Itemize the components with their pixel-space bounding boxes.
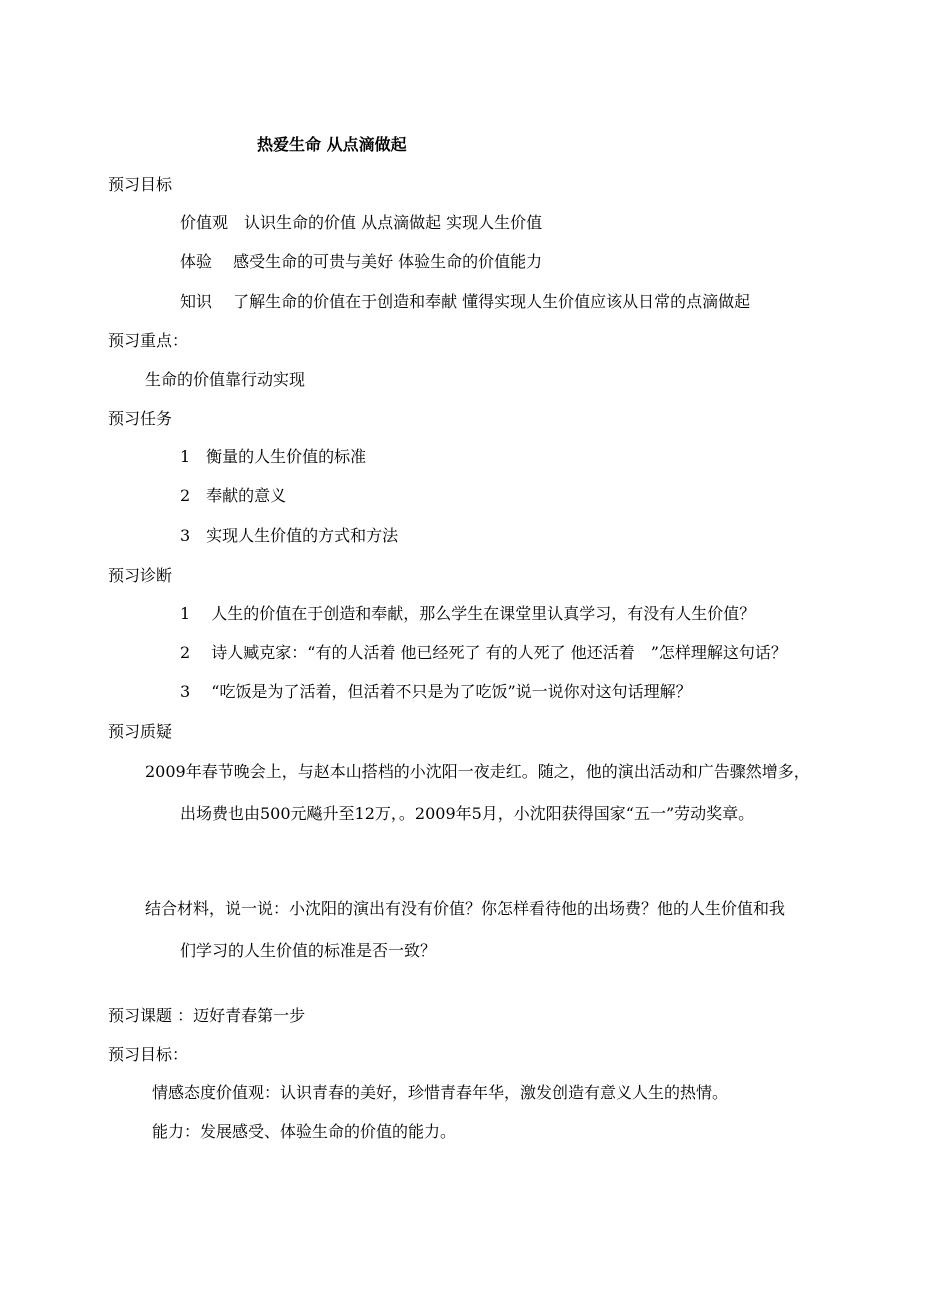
prompt-line-2: 们学习的人生价值的标准是否一致？ <box>180 941 437 960</box>
diagnosis-item-2: 2 诗人臧克家：“有的人活着 他已经死了 有的人死了 他还活着 ”怎样理解这句话？ <box>180 643 787 662</box>
diagnosis-item-3: 3 “吃饭是为了活着，但活着不只是为了吃饭”说一说你对这句话理解？ <box>180 682 692 701</box>
material-line-2: 出场费也由500元飚升至12万，。2009年5月，小沈阳获得国家“五一”劳动奖章。 <box>180 804 755 823</box>
diagnosis-heading: 预习诊断 <box>108 566 173 585</box>
goal-item-ability: 能力：发展感受、体验生命的价值的能力。 <box>152 1122 457 1141</box>
question-heading: 预习质疑 <box>108 722 173 741</box>
task-item-1: 1 衡量的人生价值的标准 <box>180 447 367 466</box>
prompt-line-1: 结合材料，说一说：小沈阳的演出有没有价值？你怎样看待他的出场费？他的人生价值和我 <box>145 899 786 918</box>
task-item-3: 3 实现人生价值的方式和方法 <box>180 526 399 545</box>
diagnosis-item-1: 1 人生的价值在于创造和奉献，那么学生在课堂里认真学习，有没有人生价值？ <box>180 604 756 623</box>
page-title: 热爱生命 从点滴做起 <box>257 135 407 154</box>
topic-heading: 预习课题 ：迈好青春第一步 <box>108 1006 306 1025</box>
material-line-1: 2009年春节晚会上，与赵本山搭档的小沈阳一夜走红。随之，他的演出活动和广告骤然增多， <box>145 762 810 781</box>
focus-heading: 预习重点： <box>108 331 189 350</box>
goals-heading-2: 预习目标： <box>108 1045 189 1064</box>
goal-item-knowledge: 知识 了解生命的价值在于创造和奉献 懂得实现人生价值应该从日常的点滴做起 <box>180 292 751 311</box>
focus-text: 生命的价值靠行动实现 <box>145 370 306 389</box>
goal-item-attitude: 情感态度价值观：认识青春的美好，珍惜青春年华，激发创造有意义人生的热情。 <box>152 1083 729 1102</box>
task-item-2: 2 奉献的意义 <box>180 486 287 505</box>
tasks-heading: 预习任务 <box>108 409 173 428</box>
goals-heading: 预习目标 <box>108 175 173 194</box>
goal-item-values: 价值观 认识生命的价值 从点滴做起 实现人生价值 <box>180 213 543 232</box>
goal-item-experience: 体验 感受生命的可贵与美好 体验生命的价值能力 <box>180 252 543 271</box>
